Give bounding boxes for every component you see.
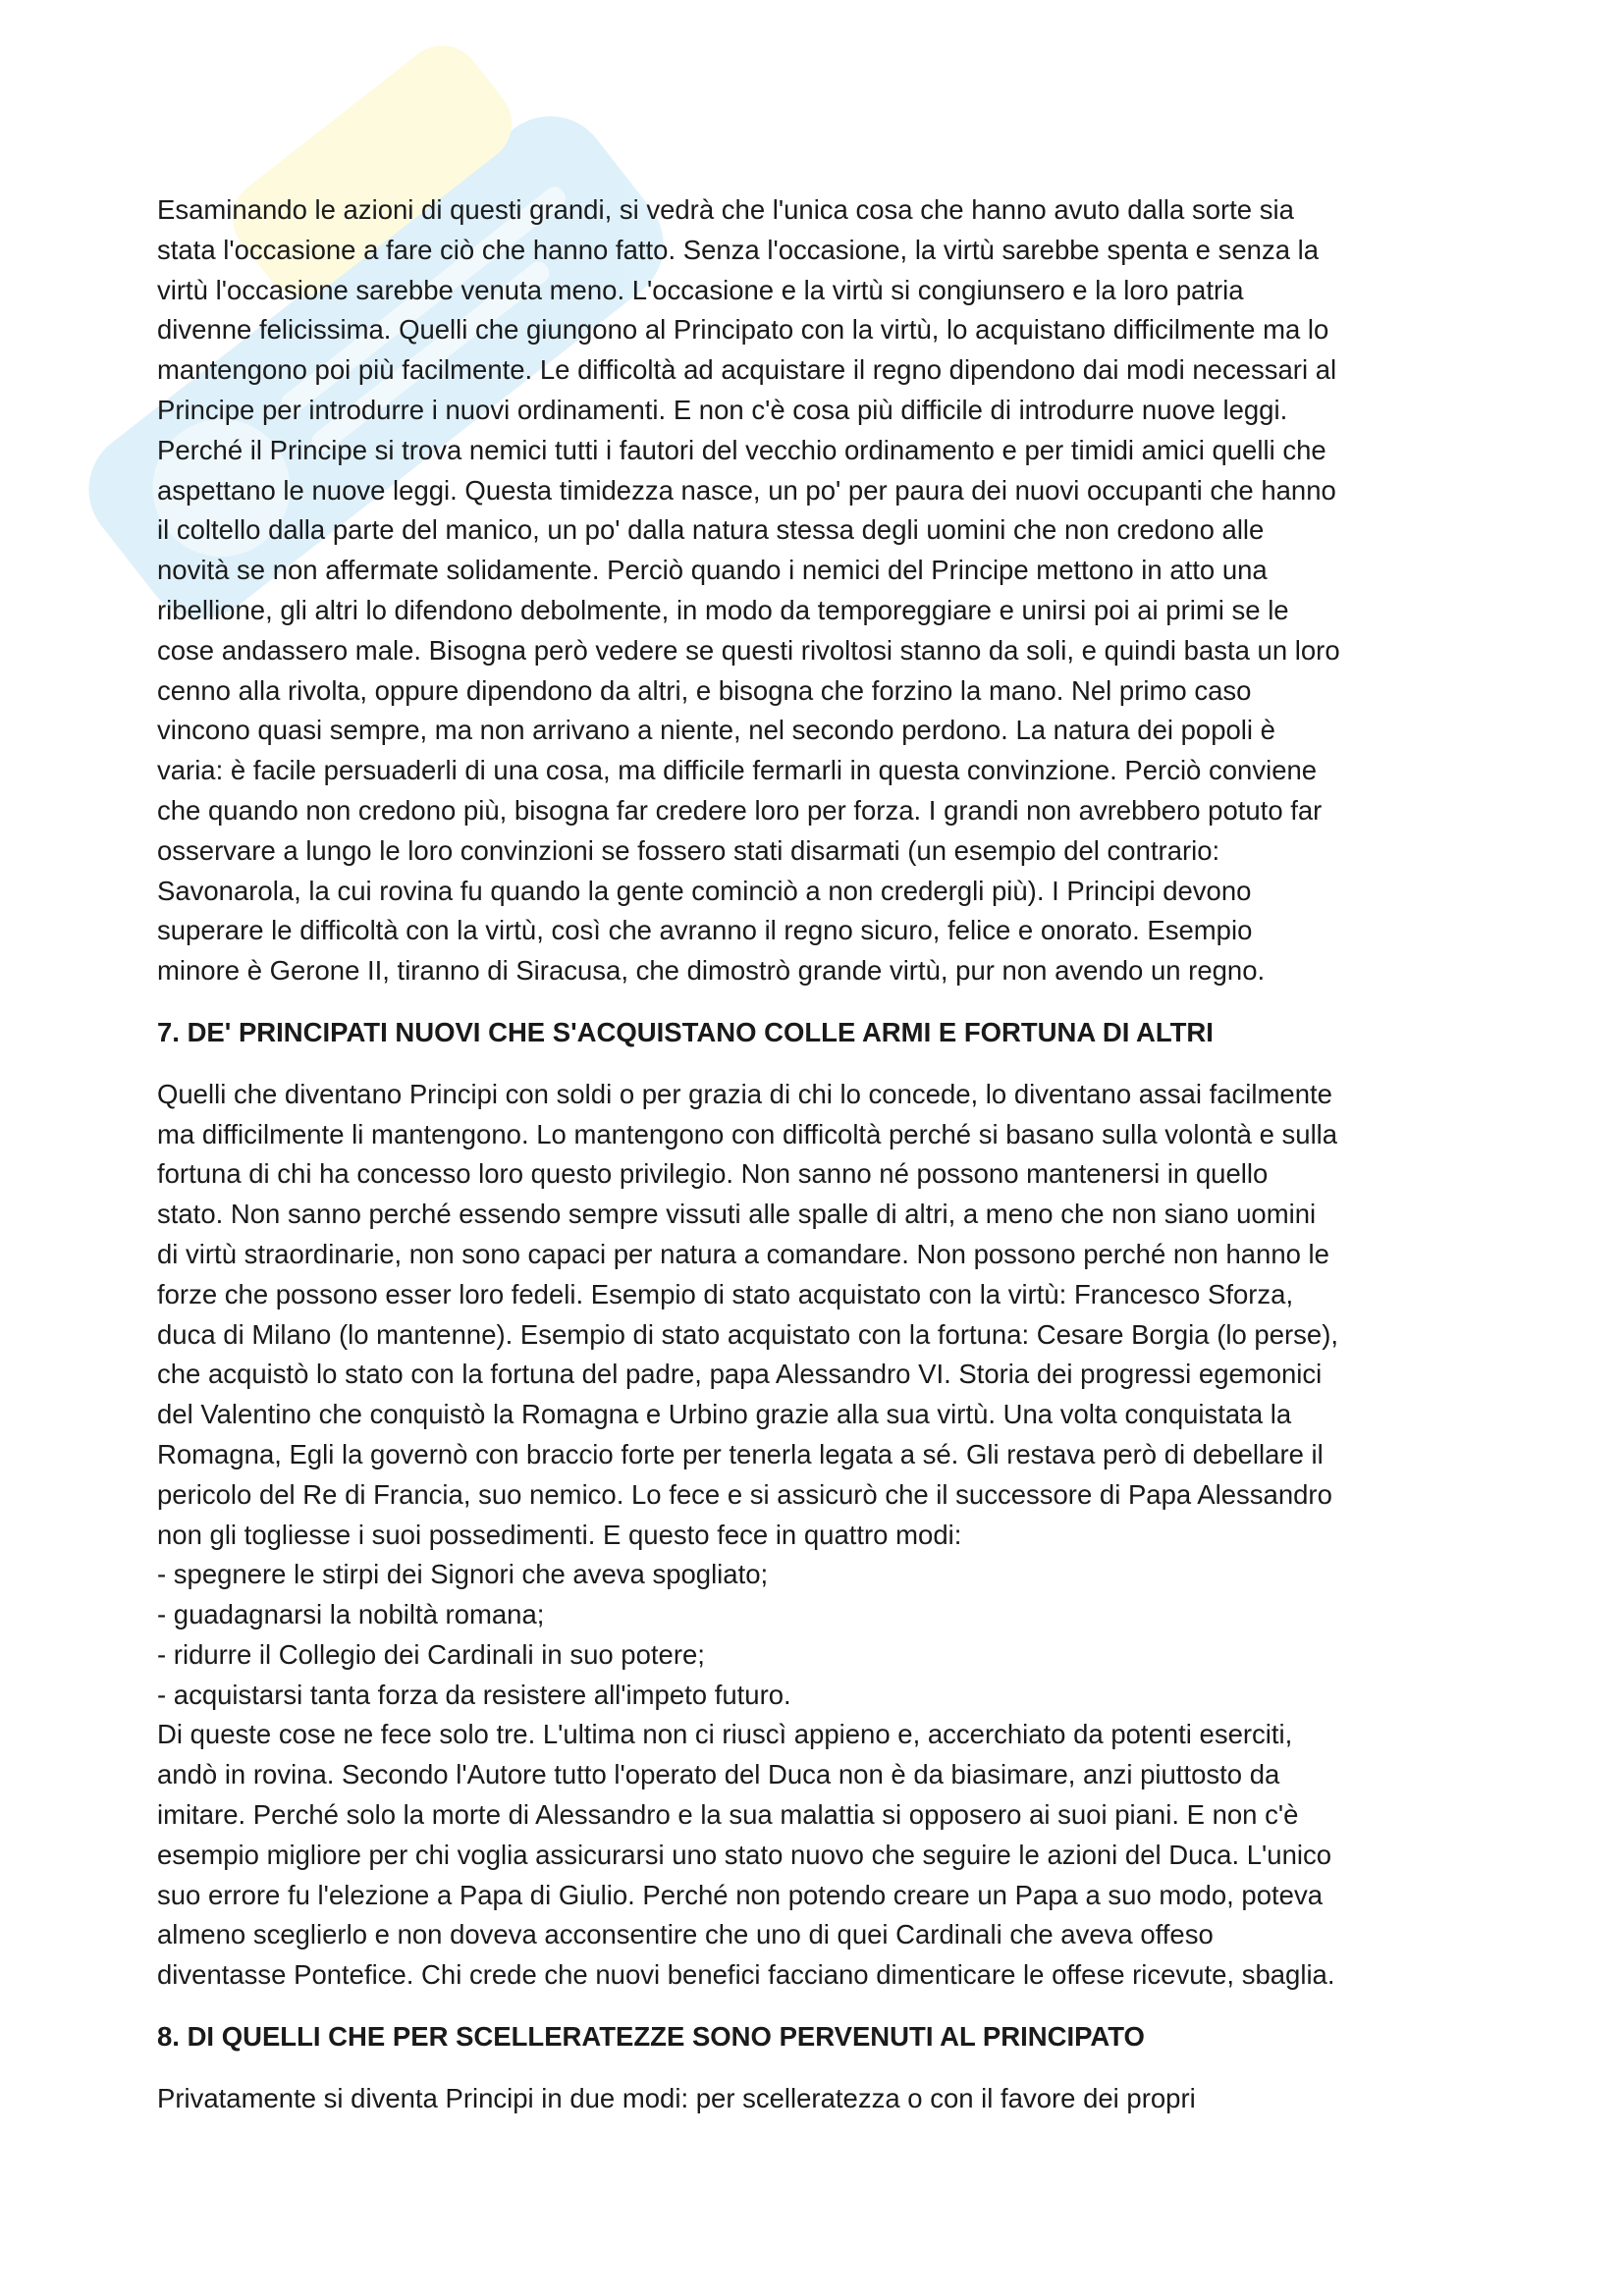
paragraph-scelleratezze (157, 2079, 1492, 2119)
text-line: pericolo del Re di Francia, suo nemico. Lo fece e si assicurò che il successore di Papa Alessandro (157, 1478, 1332, 1510)
list-item: - ridurre il Collegio dei Cardinali in suo potere; (157, 1638, 705, 1670)
text-line: forze che possono esser loro fedeli. Esempio di stato acquistato con la virtù: Francesco Sforza, (157, 1278, 1294, 1309)
text-line: virtù l'occasione sarebbe venuta meno. L'occasione e la virtù si congiunsero e la loro patria (157, 274, 1244, 305)
section-heading-7: 7. DE' PRINCIPATI NUOVI CHE S'ACQUISTANO COLLE ARMI E FORTUNA DI ALTRI (157, 1016, 1214, 1047)
text-line: divenne felicissima. Quelli che giungono al Principato con la virtù, lo acquistano difficilmente ma lo (157, 314, 1329, 346)
text-line: Quelli che diventano Principi con soldi o per grazia di chi lo concede, lo diventano assai facilmente (157, 1078, 1332, 1109)
text-line: imitare. Perché solo la morte di Alessandro e la sua malattia si opposero ai suoi piani. E non c'è (157, 1799, 1299, 1831)
text-line: fortuna di chi ha concesso loro questo privilegio. Non sanno né possono mantenersi in quello (157, 1158, 1269, 1190)
list-item: - guadagnarsi la nobiltà romana; (157, 1599, 545, 1630)
text-line: Romagna, Egli la governò con braccio forte per tenerla legata a sé. Gli restava però di debellare il (157, 1438, 1324, 1469)
text-line: cose andassero male. Bisogna però vedere se questi rivoltosi stanno da soli, e quindi basta un loro (157, 634, 1340, 666)
text-line: minore è Gerone II, tiranno di Siracusa, che dimostrò grande virtù, pur non avendo un regno. (157, 955, 1266, 987)
text-line: che quando non credono più, bisogna far credere loro per forza. I grandi non avrebbero potuto far (157, 794, 1323, 826)
paragraph-virtu (157, 190, 1492, 991)
text-line: duca di Milano (lo mantenne). Esempio di stato acquistato con la fortuna: Cesare Borgia (lo perse), (157, 1318, 1338, 1350)
text-line: mantengono poi più facilmente. Le difficoltà ad acquistare il regno dipendono dai modi necessari al (157, 354, 1337, 386)
text-line: aspettano le nuove leggi. Questa timidezza nasce, un po' per paura dei nuovi occupanti che hanno (157, 474, 1336, 506)
text-line: stata l'occasione a fare ciò che hanno fatto. Senza l'occasione, la virtù sarebbe spenta e senza la (157, 234, 1320, 265)
text-line: ribellione, gli altri lo difendono debolmente, in modo da temporeggiare e unirsi poi ai primi se le (157, 594, 1289, 625)
text-line: stato. Non sanno perché essendo sempre vissuti alle spalle di altri, a meno che non siano uomini (157, 1199, 1317, 1230)
text-line: ma difficilmente li mantengono. Lo mantengono con difficoltà perché si basano sulla volontà e sulla (157, 1118, 1338, 1149)
text-line: osservare a lungo le loro convinzioni se fossero stati disarmati (un esempio del contrario: (157, 834, 1220, 866)
text-line: varia: è facile persuaderli di una cosa, ma difficile fermarli in questa convinzione. Perciò conviene (157, 755, 1318, 786)
text-line: andò in rovina. Secondo l'Autore tutto l'operato del Duca non è da biasimare, anzi piuttosto da (157, 1759, 1280, 1790)
text-line: almeno sceglierlo e non doveva acconsentire che uno di quei Cardinali che aveva offeso (157, 1919, 1214, 1950)
text-line: Privatamente si diventa Principi in due modi: per scelleratezza o con il favore dei propri (157, 2082, 1196, 2113)
text-line: Perché il Principe si trova nemici tutti i fautori del vecchio ordinamento e per timidi amici quelli che (157, 434, 1326, 465)
text-line: che acquistò lo stato con la fortuna del padre, papa Alessandro VI. Storia dei progressi egemonici (157, 1359, 1323, 1390)
text-line: diventasse Pontefice. Chi crede che nuovi benefici facciano dimenticare le offese ricevute, sbaglia. (157, 1959, 1335, 1991)
list-item: - spegnere le stirpi dei Signori che aveva spogliato; (157, 1559, 769, 1590)
text-line: suo errore fu l'elezione a Papa di Giulio. Perché non potendo creare un Papa a suo modo, poteva (157, 1879, 1323, 1910)
text-line: vincono quasi sempre, ma non arrivano a niente, nel secondo perdono. La natura dei popoli è (157, 715, 1275, 746)
text-line: Principe per introdurre i nuovi ordinamenti. E non c'è cosa più difficile di introdurre nuove leggi. (157, 394, 1288, 425)
text-line: Esaminando le azioni di questi grandi, si vedrà che l'unica cosa che hanno avuto dalla sorte sia (157, 194, 1294, 225)
text-line: esempio migliore per chi voglia assicurarsi uno stato nuovo che seguire le azioni del Duca. L'unico (157, 1839, 1332, 1870)
paragraph-armi-altrui (157, 1075, 1492, 1996)
text-line: del Valentino che conquistò la Romagna e Urbino grazie alla sua virtù. Una volta conquistata la (157, 1399, 1292, 1430)
text-line: Di queste cose ne fece solo tre. L'ultima non ci riuscì appieno e, accerchiato da potenti eserciti, (157, 1719, 1293, 1750)
text-line: superare le difficoltà con la virtù, così che avranno il regno sicuro, felice e onorato. Esempio (157, 915, 1253, 946)
text-line: cenno alla rivolta, oppure dipendono da altri, e bisogna che forzino la mano. Nel primo caso (157, 674, 1252, 706)
document-body (157, 190, 1492, 2119)
section-heading-8: 8. DI QUELLI CHE PER SCELLERATEZZE SONO PERVENUTI AL PRINCIPATO (157, 2021, 1145, 2053)
text-line: novità se non affermate solidamente. Perciò quando i nemici del Principe mettono in atto una (157, 555, 1268, 586)
text-line: il coltello dalla parte del manico, un po' dalla natura stessa degli uomini che non credono alle (157, 514, 1265, 546)
text-line: Savonarola, la cui rovina fu quando la gente cominciò a non credergli più). I Principi devono (157, 875, 1252, 906)
text-line: di virtù straordinarie, non sono capaci per natura a comandare. Non possono perché non hanno le (157, 1238, 1329, 1269)
text-line: non gli togliesse i suoi possedimenti. E questo fece in quattro modi: (157, 1519, 962, 1550)
list-item: - acquistarsi tanta forza da resistere all'impeto futuro. (157, 1679, 791, 1710)
